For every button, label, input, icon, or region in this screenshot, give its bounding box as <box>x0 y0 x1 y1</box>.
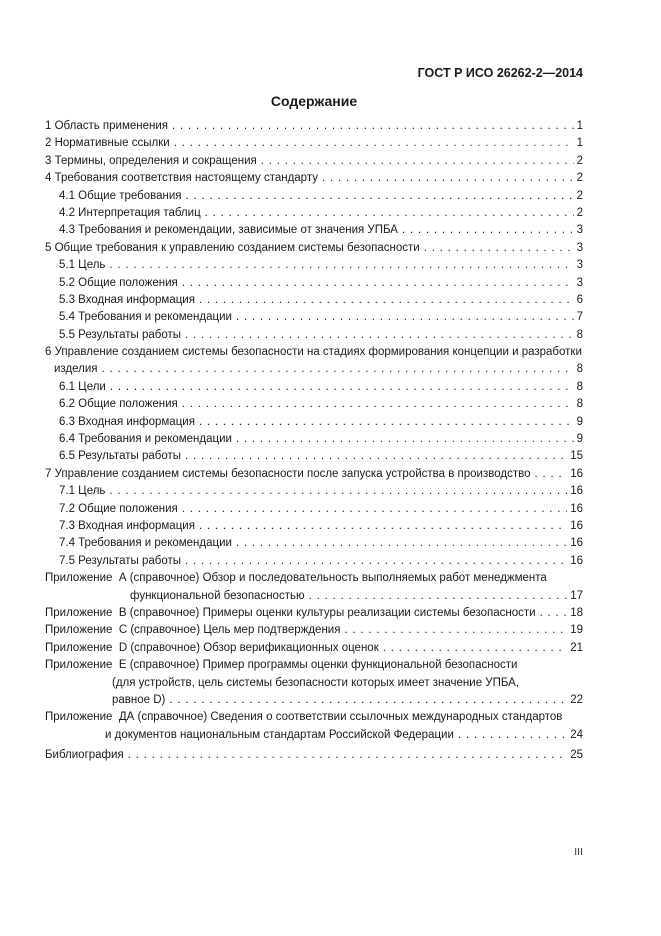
dot-leader <box>185 188 573 205</box>
dot-leader <box>236 431 574 448</box>
toc-entry <box>45 657 583 674</box>
toc-page-ref: 17 <box>570 589 583 602</box>
toc-entry-text: 4.1 Общие требования <box>59 189 182 202</box>
toc-entry <box>45 118 583 135</box>
dot-leader <box>102 361 574 378</box>
dot-leader <box>182 275 574 292</box>
toc-entry-text: 6.5 Результаты работы <box>59 450 181 463</box>
standard-code: ГОСТ Р ИСО 26262-2—2014 <box>417 66 583 80</box>
toc-entry-text: 1 Область применения <box>45 120 169 132</box>
dot-leader <box>458 727 567 744</box>
toc-entry <box>45 501 583 518</box>
toc-entry-text: 6 Управление созданием системы безопасности на стадиях формирования концепции и разработки <box>45 346 582 359</box>
toc-entry-text: 6.4 Требования и рекомендации <box>59 433 232 446</box>
toc-entry <box>45 518 583 535</box>
dot-leader <box>236 535 567 552</box>
dot-leader <box>402 222 574 239</box>
toc-page-ref: 3 <box>576 259 583 272</box>
dot-leader <box>344 622 567 639</box>
toc-entry-text: функциональной безопасностью <box>130 589 305 602</box>
toc-entry-text: и документов национальным стандартам Российской Федерации <box>105 728 454 741</box>
dot-leader <box>540 605 568 622</box>
page-title: Содержание <box>270 93 358 109</box>
toc-entry <box>45 396 583 413</box>
dot-leader <box>199 292 574 309</box>
toc-page-ref: 15 <box>570 450 583 463</box>
toc-entry-text: 6.3 Входная информация <box>59 415 195 428</box>
page-number-folio: III <box>574 846 583 858</box>
dot-leader <box>205 205 574 222</box>
toc-page-ref: 9 <box>576 433 583 446</box>
toc-entry-text: Библиография <box>45 749 124 762</box>
toc-page-ref: 25 <box>570 749 583 762</box>
dot-leader <box>128 747 568 764</box>
dot-leader <box>199 518 567 535</box>
toc-entry <box>45 553 583 570</box>
toc-entry-text: 5 Общие требования к управлению созданием системы безопасности <box>45 241 420 254</box>
toc-entry <box>45 188 583 205</box>
toc-entry-continuation <box>45 361 583 378</box>
toc-page-ref: 19 <box>570 624 583 637</box>
dot-leader <box>261 153 574 170</box>
toc-entry-text: Приложение А (справочное) Обзор и последовательность выполняемых работ менеджмента <box>45 572 547 585</box>
toc-entry-text: 7.1 Цель <box>59 485 106 498</box>
toc-page-ref: 21 <box>570 641 583 654</box>
toc-entry <box>45 466 583 483</box>
toc-entry <box>45 640 583 657</box>
toc-entry-text: Приложение С (справочное) Цель мер подтверждения <box>45 624 341 637</box>
dot-leader <box>383 640 567 657</box>
toc-page-ref: 18 <box>570 606 583 619</box>
toc-entry-text: Приложение Е (справочное) Пример программы оценки функциональной безопасности <box>45 659 518 672</box>
dot-leader <box>185 553 567 570</box>
toc-page-ref: 2 <box>576 154 583 167</box>
toc-entry-text: 7.3 Входная информация <box>59 519 195 532</box>
toc-page-ref: 8 <box>576 380 583 393</box>
toc-entry-text: 7 Управление созданием системы безопасности после запуска устройства в производство <box>45 467 531 480</box>
toc-entry <box>45 275 583 292</box>
toc-entry-text: 2 Нормативные ссылки <box>45 137 170 150</box>
toc-entry-continuation <box>45 692 583 709</box>
dot-leader <box>236 309 574 326</box>
toc-entry-continuation <box>45 727 583 744</box>
toc-entry <box>45 222 583 239</box>
dot-leader <box>185 448 567 465</box>
toc-page-ref: 2 <box>576 206 583 219</box>
toc-entry-text: изделия <box>54 363 98 376</box>
dot-leader <box>534 466 567 483</box>
dot-leader <box>110 379 574 396</box>
toc-entry-text: 4 Требования соответствия настоящему стандарту <box>45 172 318 185</box>
toc-entry-text: Приложение В (справочное) Примеры оценки культуры реализации системы безопасности <box>45 606 536 619</box>
toc-page-ref: 8 <box>576 398 583 411</box>
toc-entry <box>45 240 583 257</box>
toc-page-ref: 7 <box>576 311 583 324</box>
toc-entry <box>45 135 583 152</box>
toc-page-ref: 8 <box>576 328 583 341</box>
dot-leader <box>172 118 574 135</box>
toc-page-ref: 6 <box>576 293 583 306</box>
dot-leader <box>185 327 574 344</box>
toc-entry-continuation <box>45 675 583 692</box>
toc-entry <box>45 605 583 622</box>
toc-entry-text: 5.5 Результаты работы <box>59 328 181 341</box>
dot-leader <box>309 588 568 605</box>
toc-page-ref: 3 <box>576 241 583 254</box>
toc-page-ref: 22 <box>570 693 583 706</box>
toc-entry <box>45 257 583 274</box>
toc-entry <box>45 205 583 222</box>
toc-entry <box>45 709 583 726</box>
toc-entry <box>45 153 583 170</box>
toc-entry-text: равное D) <box>112 693 166 706</box>
toc-entry-text: 5.3 Входная информация <box>59 293 195 306</box>
toc-entry-text: 7.2 Общие положения <box>59 502 178 515</box>
toc-page-ref: 16 <box>570 519 583 532</box>
dot-leader <box>199 414 574 431</box>
toc-page-ref: 1 <box>576 137 583 150</box>
toc-page-ref: 9 <box>576 415 583 428</box>
toc-entry <box>45 431 583 448</box>
dot-leader <box>174 135 574 152</box>
toc-entry <box>45 327 583 344</box>
toc-entry-text: Приложение ДА (справочное) Сведения о соответствии ссылочных международных стандартов <box>45 711 563 724</box>
toc-page-ref: 3 <box>576 224 583 237</box>
toc-entry-text: 5.4 Требования и рекомендации <box>59 311 232 324</box>
toc-page-ref: 1 <box>576 120 583 132</box>
toc-page-ref: 2 <box>576 189 583 202</box>
toc-page-ref: 16 <box>570 537 583 550</box>
dot-leader <box>169 692 567 709</box>
toc-entry-text: 7.5 Результаты работы <box>59 554 181 567</box>
toc-entry-text: 3 Термины, определения и сокращения <box>45 154 257 167</box>
toc-entry <box>45 292 583 309</box>
toc-entry <box>45 344 583 361</box>
toc-entry <box>45 170 583 187</box>
toc-page-ref: 16 <box>570 485 583 498</box>
toc-page-ref: 3 <box>576 276 583 289</box>
toc-entry <box>45 535 583 552</box>
toc-page-ref: 16 <box>570 502 583 515</box>
toc-entry <box>45 309 583 326</box>
toc-entry-text: 4.2 Интерпретация таблиц <box>59 206 201 219</box>
toc-entry-text: Приложение D (справочное) Обзор верификационных оценок <box>45 641 379 654</box>
toc-entry-text: 4.3 Требования и рекомендации, зависимые от значения УПБА <box>59 224 398 237</box>
dot-leader <box>182 396 574 413</box>
toc-entry-text: 7.4 Требования и рекомендации <box>59 537 232 550</box>
toc-entry <box>45 379 583 396</box>
dot-leader <box>322 170 574 187</box>
dot-leader <box>424 240 574 257</box>
toc-entry-continuation <box>45 588 583 605</box>
toc-page-ref: 24 <box>570 728 583 741</box>
toc-entry <box>45 622 583 639</box>
toc-entry <box>45 747 583 764</box>
dot-leader <box>109 483 567 500</box>
dot-leader <box>182 501 567 518</box>
dot-leader <box>109 257 573 274</box>
toc-page-ref: 8 <box>576 363 583 376</box>
toc-page-ref: 16 <box>570 554 583 567</box>
toc-entry-text: (для устройств, цель системы безопасности которых имеет значение УПБА, <box>112 676 520 689</box>
toc-entry <box>45 483 583 500</box>
toc-entry <box>45 570 583 587</box>
toc-entry <box>45 448 583 465</box>
toc-page-ref: 16 <box>570 467 583 480</box>
toc-entry-text: 6.1 Цели <box>59 380 106 393</box>
toc-page-ref: 2 <box>576 172 583 185</box>
toc-entry-text: 5.1 Цель <box>59 259 106 272</box>
toc-entry-text: 6.2 Общие положения <box>59 398 178 411</box>
table-of-contents <box>45 118 583 764</box>
toc-entry <box>45 414 583 431</box>
toc-entry-text: 5.2 Общие положения <box>59 276 178 289</box>
